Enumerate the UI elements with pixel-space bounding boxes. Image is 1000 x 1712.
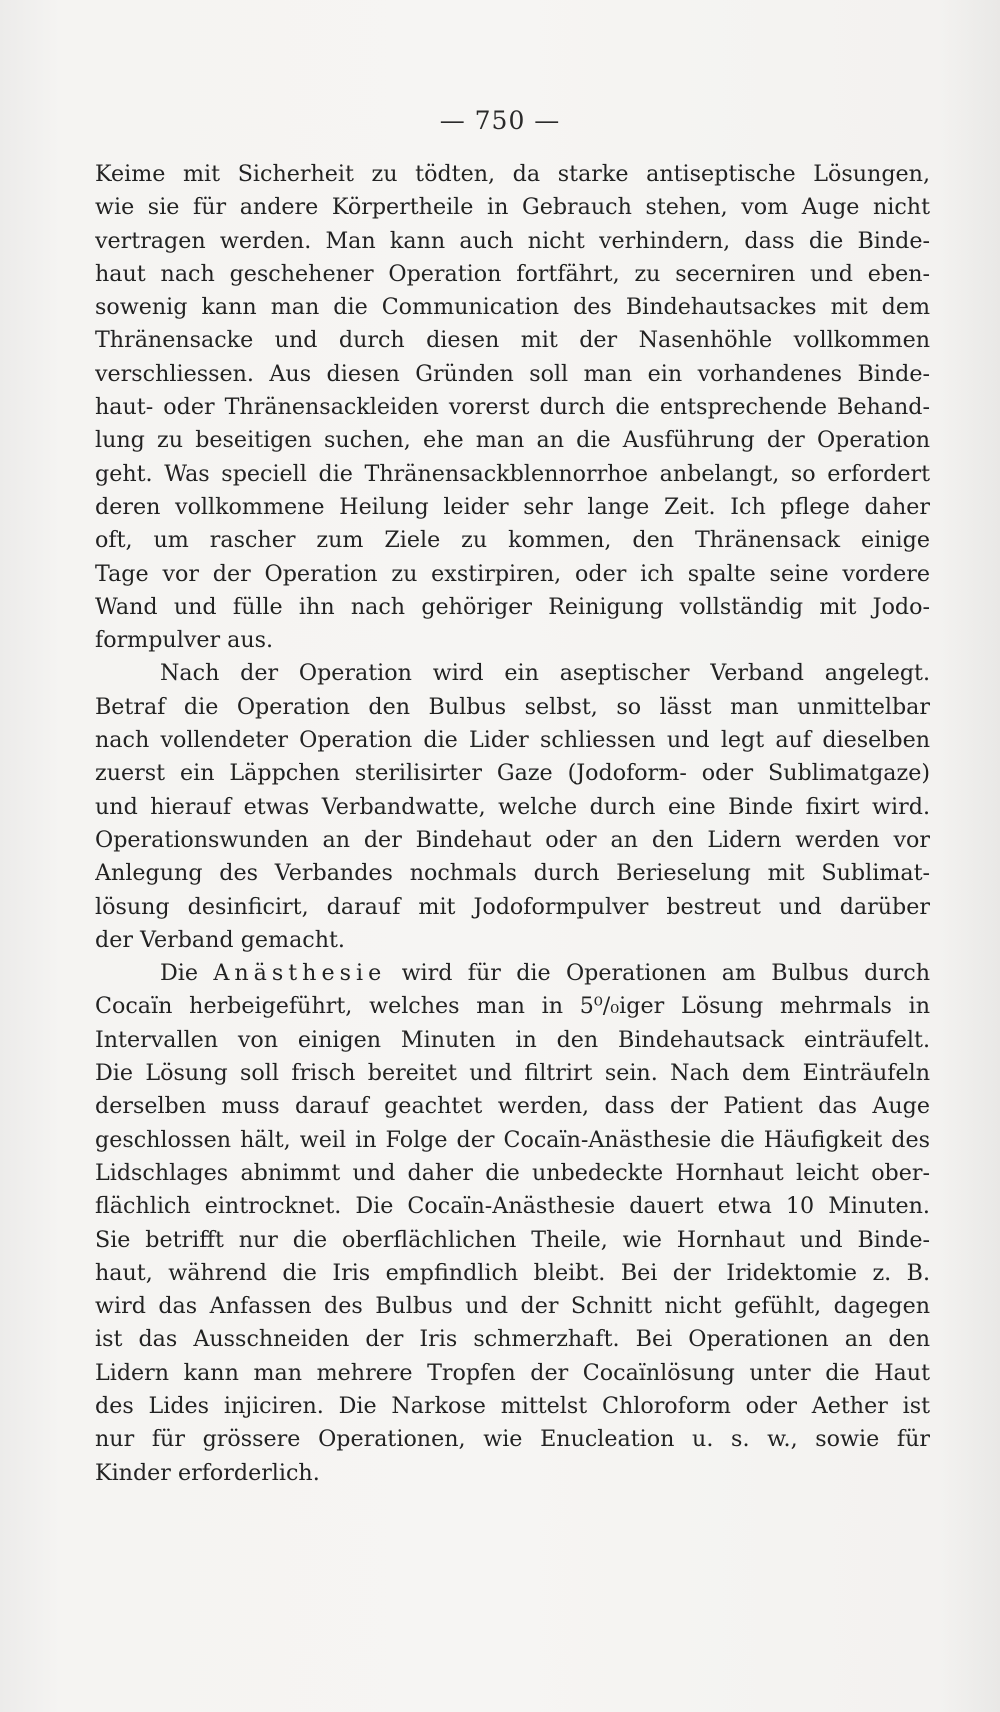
text-line: Lidschlages abnimmt und daher die unbedeckte Hornhaut leicht ober-: [95, 1159, 930, 1186]
text-line: deren vollkommene Heilung leider sehr lange Zeit. Ich pflege daher: [95, 493, 930, 520]
text-line: nur für grössere Operationen, wie Enucleation u. s. w., sowie für: [95, 1426, 930, 1453]
text-line: ist das Ausschneiden der Iris schmerzhaft. Bei Operationen an den: [95, 1326, 930, 1353]
text-line: haut, während die Iris empfindlich bleibt. Bei der Iridektomie z. B.: [95, 1259, 930, 1286]
text-line: Anlegung des Verbandes nochmals durch Berieselung mit Sublimat-: [95, 860, 930, 887]
text-line: Wand und fülle ihn nach gehöriger Reinigung vollständig mit Jodo-: [95, 593, 930, 620]
spaced-term: Anästhesie: [213, 960, 387, 987]
text-line: zuerst ein Läppchen sterilisirter Gaze (Jodoform- oder Sublimatgaze): [95, 760, 930, 787]
text-line-lead: Die: [160, 960, 199, 987]
text-line: Kinder erforderlich.: [95, 1459, 320, 1486]
text-line: Die Lösung soll frisch bereitet und filtrirt sein. Nach dem Einträufeln: [95, 1060, 930, 1087]
text-line: vertragen werden. Man kann auch nicht verhindern, dass die Binde-: [95, 227, 930, 254]
text-line-rest: wird für die Operationen am Bulbus durch: [401, 960, 930, 987]
text-line: geschlossen hält, weil in Folge der Cocaïn-Anästhesie die Häufigkeit des: [95, 1126, 930, 1153]
text-line: Sie betrifft nur die oberflächlichen Theile, wie Hornhaut und Binde-: [95, 1226, 930, 1253]
text-line: Cocaïn herbeigeführt, welches man in 5⁰/₀iger Lösung mehrmals in: [95, 993, 930, 1020]
text-line: haut nach geschehener Operation fortfährt, zu secerniren und eben-: [95, 260, 930, 287]
text-line: Thränensacke und durch diesen mit der Nasenhöhle vollkommen: [95, 327, 930, 354]
text-line: Nach der Operation wird ein aseptischer Verband angelegt.: [160, 660, 930, 687]
text-line: wird das Anfassen des Bulbus und der Schnitt nicht gefühlt, dagegen: [95, 1293, 930, 1320]
text-line: derselben muss darauf geachtet werden, dass der Patient das Auge: [95, 1093, 930, 1120]
text-line: flächlich eintrocknet. Die Cocaïn-Anästhesie dauert etwa 10 Minuten.: [95, 1193, 930, 1220]
text-line: des Lides injiciren. Die Narkose mittelst Chloroform oder Aether ist: [95, 1392, 930, 1419]
text-line: Keime mit Sicherheit zu tödten, da starke antiseptische Lösungen,: [95, 161, 930, 187]
text-line: wie sie für andere Körpertheile in Gebrauch stehen, vom Auge nicht: [95, 194, 930, 221]
text-line: Betraf die Operation den Bulbus selbst, so lässt man unmittelbar: [95, 693, 930, 720]
text-line: Intervallen von einigen Minuten in den Bindehautsack einträufelt.: [95, 1026, 930, 1053]
text-line: formpulver aus.: [95, 627, 274, 654]
text-line: Operationswunden an der Bindehaut oder an den Lidern werden vor: [95, 826, 930, 853]
text-line: geht. Was speciell die Thränensackblennorrhoe anbelangt, so erfordert: [95, 460, 930, 487]
text-line: Tage vor der Operation zu exstirpiren, oder ich spalte seine vordere: [95, 560, 930, 587]
page-number: — 750 —: [439, 106, 561, 135]
text-line: verschliessen. Aus diesen Gründen soll man ein vorhandenes Binde-: [95, 360, 930, 387]
text-line: Lidern kann man mehrere Tropfen der Cocaïnlösung unter die Haut: [95, 1359, 930, 1386]
body-text: [95, 158, 930, 1490]
text-line: oft, um rascher zum Ziele zu kommen, den Thränensack einige: [95, 527, 930, 554]
text-line: sowenig kann man die Communication des Bindehautsackes mit dem: [95, 294, 930, 321]
text-line: nach vollendeter Operation die Lider schliessen und legt auf dieselben: [95, 727, 930, 754]
text-line: und hierauf etwas Verbandwatte, welche durch eine Binde fixirt wird.: [95, 793, 930, 820]
text-line: lösung desinficirt, darauf mit Jodoformpulver bestreut und darüber: [95, 893, 930, 920]
text-line: [95, 957, 930, 990]
text-line: der Verband gemacht.: [95, 926, 345, 953]
text-line: lung zu beseitigen suchen, ehe man an die Ausführung der Operation: [95, 427, 930, 454]
text-line: haut- oder Thränensackleiden vorerst durch die entsprechende Behand-: [95, 394, 930, 421]
